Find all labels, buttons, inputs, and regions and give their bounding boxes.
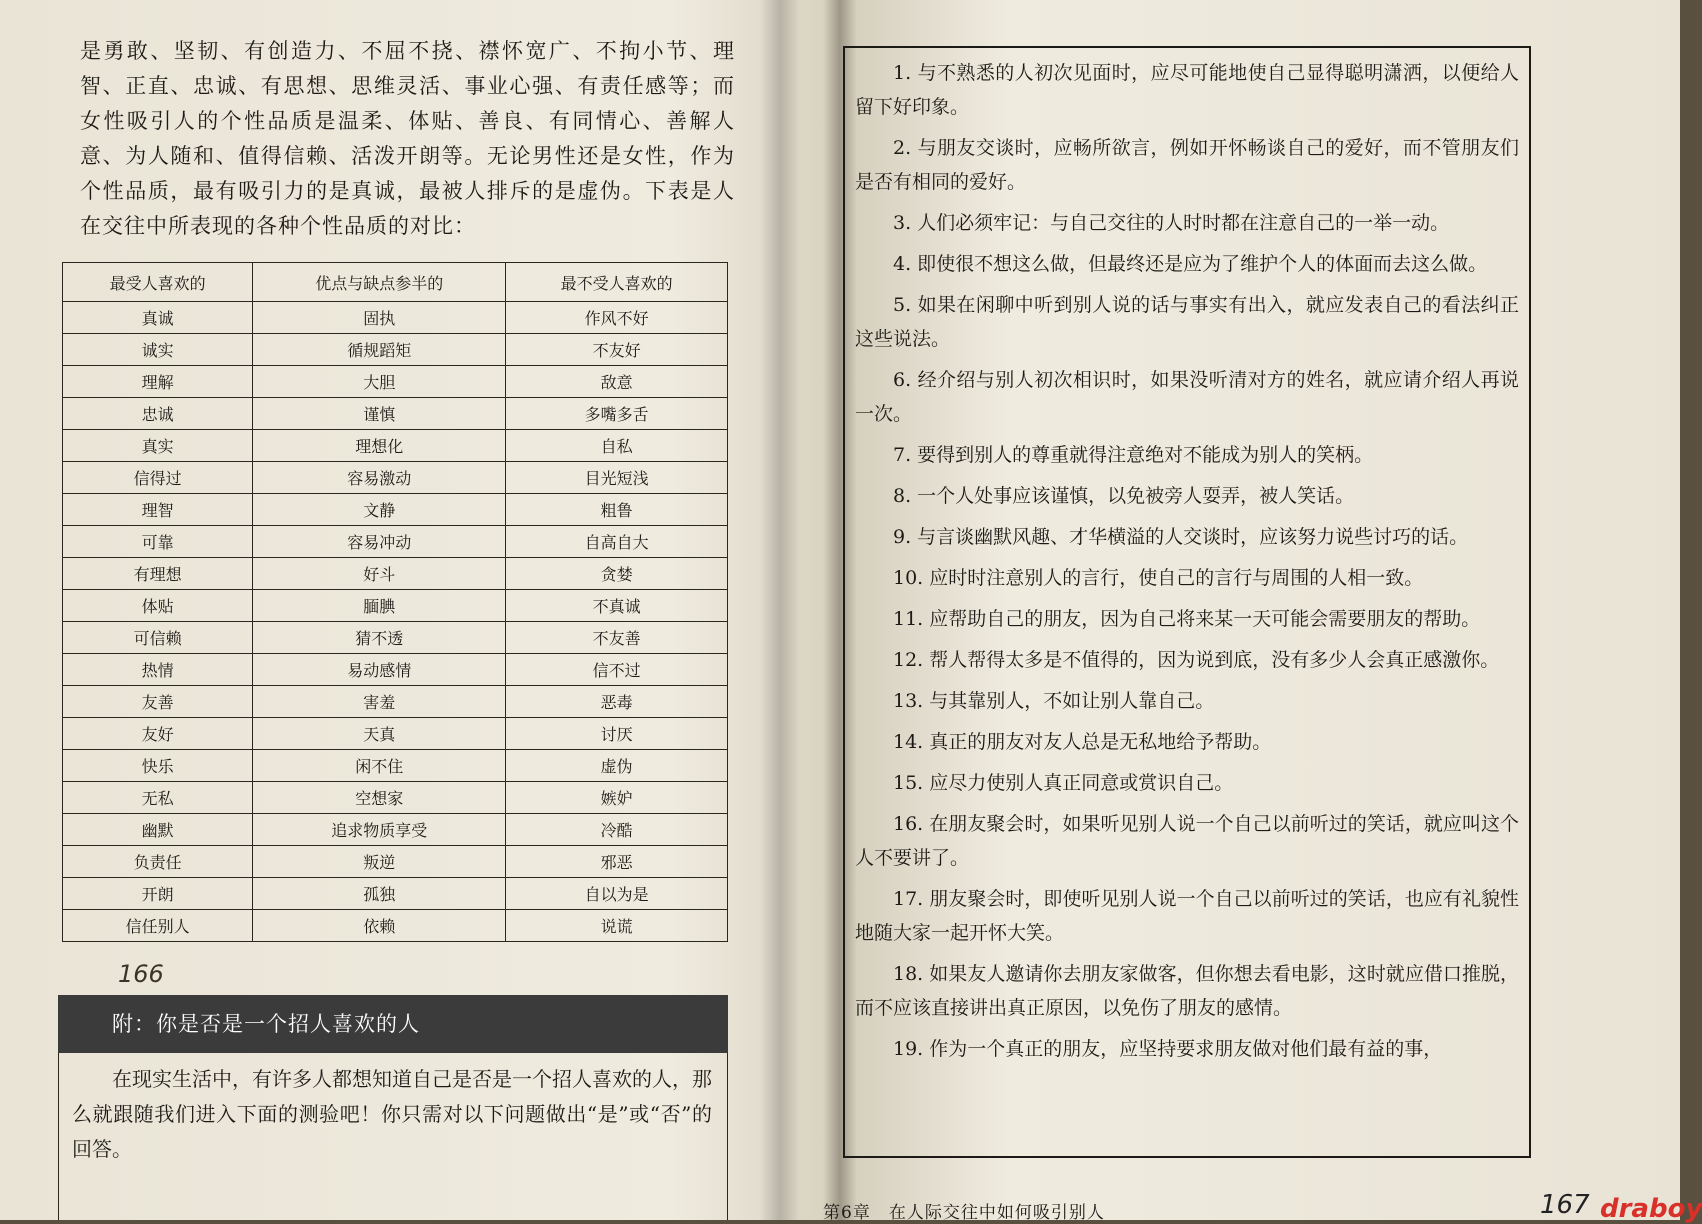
table-cell: 冷酷 <box>506 814 728 846</box>
table-row <box>63 622 728 654</box>
table-cell: 友好 <box>63 718 253 750</box>
question-item: 4. 即使很不想这么做，但最终还是应为了维护个人的体面而去这么做。 <box>893 253 1488 275</box>
table-header: 最受人喜欢的 <box>63 263 253 302</box>
intro-paragraph <box>80 34 735 244</box>
watermark-logo: draboy <box>1600 1194 1702 1224</box>
table-cell: 热情 <box>63 654 253 686</box>
chapter-footer: 第6章 在人际交往中如何吸引别人 <box>823 1203 1105 1223</box>
table-row <box>63 814 728 846</box>
table-cell: 自高自大 <box>506 526 728 558</box>
table-cell: 无私 <box>63 782 253 814</box>
table-row <box>63 782 728 814</box>
table-row <box>63 462 728 494</box>
table-cell: 自私 <box>506 430 728 462</box>
question-item: 2. 与朋友交谈时，应畅所欲言，例如开怀畅谈自己的爱好，而不管朋友们是否有相同的爱好。 <box>855 137 1519 193</box>
table-cell: 闲不住 <box>253 750 506 782</box>
table-cell: 恶毒 <box>506 686 728 718</box>
table-cell: 叛逆 <box>253 846 506 878</box>
table-cell: 理智 <box>63 494 253 526</box>
table-cell: 邪恶 <box>506 846 728 878</box>
table-cell: 害羞 <box>253 686 506 718</box>
appendix-title: 附：你是否是一个招人喜欢的人 <box>112 1012 420 1036</box>
table-cell: 不友善 <box>506 622 728 654</box>
table-row <box>63 654 728 686</box>
table-cell: 说谎 <box>506 910 728 942</box>
table-cell: 依赖 <box>253 910 506 942</box>
table-cell: 好斗 <box>253 558 506 590</box>
table-cell: 讨厌 <box>506 718 728 750</box>
table-cell: 信得过 <box>63 462 253 494</box>
table-cell: 可信赖 <box>63 622 253 654</box>
table-cell: 谨慎 <box>253 398 506 430</box>
table-row <box>63 558 728 590</box>
table-cell: 空想家 <box>253 782 506 814</box>
table-cell: 文静 <box>253 494 506 526</box>
table-cell: 腼腆 <box>253 590 506 622</box>
table-cell: 真诚 <box>63 302 253 334</box>
table-cell: 追求物质享受 <box>253 814 506 846</box>
table-cell: 自以为是 <box>506 878 728 910</box>
question-item: 12. 帮人帮得太多是不值得的，因为说到底，没有多少人会真正感激你。 <box>893 649 1500 671</box>
question-item: 15. 应尽力使别人真正同意或赏识自己。 <box>893 772 1234 794</box>
table-cell: 信不过 <box>506 654 728 686</box>
table-row <box>63 686 728 718</box>
intro-text: 是勇敢、坚韧、有创造力、不屈不挠、襟怀宽广、不拘小节、理智、正直、忠诚、有思想、思维灵活、事业心强、有责任感等；而女性吸引人的个性品质是温柔、体贴、善良、有同情心、善解人意、为人随和、值得信赖、活泼开朗等。无论男性还是女性，作为个性品质，最有吸引力的是真诚，最被人排斥的是虚伪。下表是人在交往中所表现的各种个性品质的对比： <box>80 39 735 238</box>
table-cell: 固执 <box>253 302 506 334</box>
table-cell: 敌意 <box>506 366 728 398</box>
table-row <box>63 750 728 782</box>
table-row <box>63 494 728 526</box>
table-cell: 循规蹈矩 <box>253 334 506 366</box>
table-cell: 快乐 <box>63 750 253 782</box>
table-cell: 理解 <box>63 366 253 398</box>
table-header-row <box>63 263 728 302</box>
table-cell: 嫉妒 <box>506 782 728 814</box>
table-cell: 容易冲动 <box>253 526 506 558</box>
question-item: 8. 一个人处事应该谨慎，以免被旁人耍弄，被人笑话。 <box>893 485 1355 507</box>
table-cell: 幽默 <box>63 814 253 846</box>
table-cell: 多嘴多舌 <box>506 398 728 430</box>
table-cell: 不真诚 <box>506 590 728 622</box>
table-cell: 诚实 <box>63 334 253 366</box>
question-item: 16. 在朋友聚会时，如果听见别人说一个自己以前听过的笑话，就应叫这个人不要讲了。 <box>855 813 1519 869</box>
page-number: 167 <box>1540 1190 1590 1220</box>
appendix-title-bar <box>58 995 728 1053</box>
table-cell: 大胆 <box>253 366 506 398</box>
table-cell: 孤独 <box>253 878 506 910</box>
table-cell: 目光短浅 <box>506 462 728 494</box>
question-item: 1. 与不熟悉的人初次见面时，应尽可能地使自己显得聪明潇洒，以便给人留下好印象。 <box>855 62 1519 118</box>
table-row <box>63 430 728 462</box>
table-body <box>63 302 728 942</box>
table-header: 优点与缺点参半的 <box>253 263 506 302</box>
table-row <box>63 846 728 878</box>
table-row <box>63 718 728 750</box>
table-cell: 粗鲁 <box>506 494 728 526</box>
table-row <box>63 302 728 334</box>
left-page <box>0 0 770 1220</box>
question-item: 17. 朋友聚会时，即使听见别人说一个自己以前听过的笑话，也应有礼貌性地随大家一起开怀大笑。 <box>855 888 1519 944</box>
table-cell: 天真 <box>253 718 506 750</box>
table-cell: 易动感情 <box>253 654 506 686</box>
table-cell: 体贴 <box>63 590 253 622</box>
table-cell: 贪婪 <box>506 558 728 590</box>
question-item: 9. 与言谈幽默风趣、才华横溢的人交谈时，应该努力说些讨巧的话。 <box>893 526 1469 548</box>
table-cell: 虚伪 <box>506 750 728 782</box>
question-item: 10. 应时时注意别人的言行，使自己的言行与周围的人相一致。 <box>893 567 1424 589</box>
table-row <box>63 910 728 942</box>
question-item: 18. 如果友人邀请你去朋友家做客，但你想去看电影，这时就应借口推脱，而不应该直接讲出真正原因，以免伤了朋友的感情。 <box>855 963 1519 1019</box>
question-item: 19. 作为一个真正的朋友，应坚持要求朋友做对他们最有益的事， <box>893 1038 1443 1060</box>
question-item: 13. 与其靠别人，不如让别人靠自己。 <box>893 690 1215 712</box>
personality-qualities-table <box>62 262 728 942</box>
table-cell: 不友好 <box>506 334 728 366</box>
appendix-text: 在现实生活中，有许多人都想知道自己是否是一个招人喜欢的人，那么就跟随我们进入下面的测验吧！你只需对以下问题做出“是”或“否”的回答。 <box>72 1067 712 1161</box>
question-item: 5. 如果在闲聊中听到别人说的话与事实有出入，就应发表自己的看法纠正这些说法。 <box>855 294 1519 350</box>
table-row <box>63 878 728 910</box>
table-cell: 开朗 <box>63 878 253 910</box>
table-cell: 理想化 <box>253 430 506 462</box>
handwritten-page-number: 166 <box>118 960 164 988</box>
question-item: 11. 应帮助自己的朋友，因为自己将来某一天可能会需要朋友的帮助。 <box>893 608 1481 630</box>
table-cell: 友善 <box>63 686 253 718</box>
table-row <box>63 590 728 622</box>
table-cell: 有理想 <box>63 558 253 590</box>
table-row <box>63 366 728 398</box>
table-row <box>63 526 728 558</box>
table-row <box>63 334 728 366</box>
table-cell: 猜不透 <box>253 622 506 654</box>
question-item: 3. 人们必须牢记：与自己交往的人时时都在注意自己的一举一动。 <box>893 212 1450 234</box>
question-item: 7. 要得到别人的尊重就得注意绝对不能成为别人的笑柄。 <box>893 444 1374 466</box>
table-row <box>63 398 728 430</box>
table-header: 最不受人喜欢的 <box>506 263 728 302</box>
questions-list <box>855 56 1519 1073</box>
table-cell: 容易激动 <box>253 462 506 494</box>
table-cell: 信任别人 <box>63 910 253 942</box>
table-cell: 忠诚 <box>63 398 253 430</box>
question-item: 14. 真正的朋友对友人总是无私地给予帮助。 <box>893 731 1272 753</box>
table-cell: 真实 <box>63 430 253 462</box>
table-cell: 负责任 <box>63 846 253 878</box>
table-cell: 可靠 <box>63 526 253 558</box>
question-item: 6. 经介绍与别人初次相识时，如果没听清对方的姓名，就应请介绍人再说一次。 <box>855 369 1519 425</box>
table-cell: 作风不好 <box>506 302 728 334</box>
